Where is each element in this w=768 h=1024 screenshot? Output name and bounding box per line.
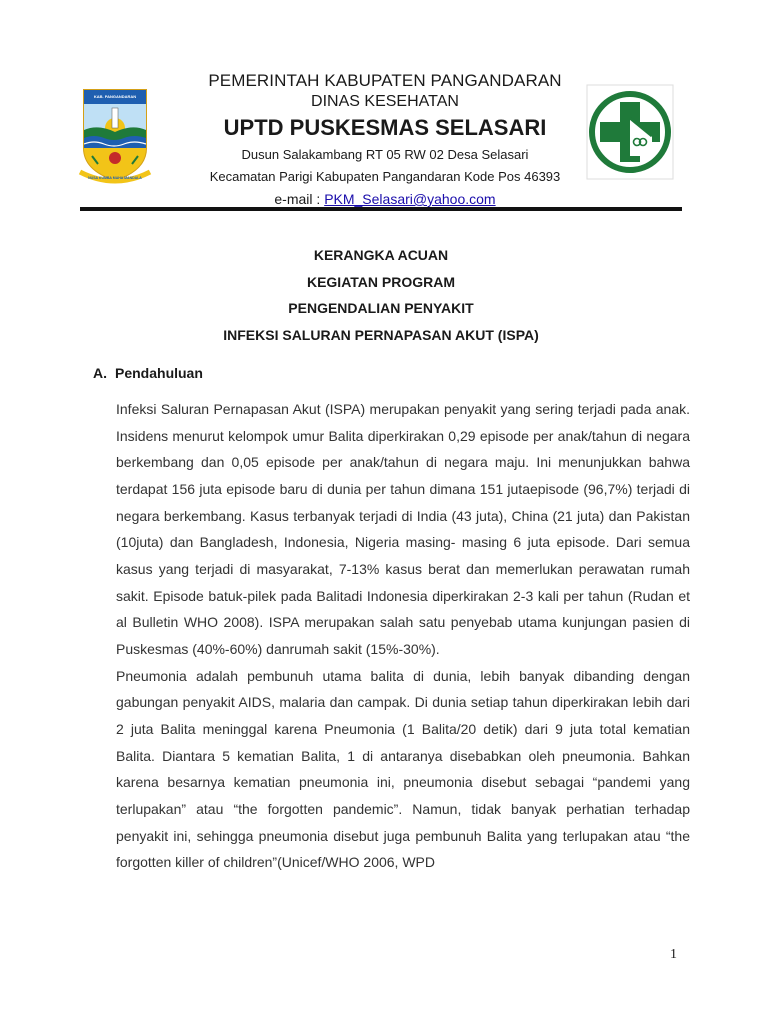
section-heading — [93, 362, 203, 384]
letterhead-divider — [80, 207, 682, 211]
letterhead-institution: UPTD PUSKESMAS SELASARI — [223, 115, 547, 140]
section-title: Pendahuluan — [115, 365, 203, 381]
title-line-2: KEGIATAN PROGRAM — [306, 273, 456, 290]
letterhead-department: DINAS KESEHATAN — [311, 93, 459, 110]
email-label: e-mail : — [274, 191, 325, 207]
paragraph-1: Infeksi Saluran Pernapasan Akut (ISPA) merupakan penyakit yang sering terjadi pada anak. Insidens menurut kelompok umur Balita diperkirakan 0,29 episode per anak/tahun di negara berkembang dan 0,05 episode per anak/tahun di negara maju. Ini menunjukkan bahwa terdapat 156 juta episode baru di dunia per tahun dimana 151 jutaepisode (96,7%) terjadi di negara berkembang. Kasus terbanyak terjadi di India (43 juta), China (21 juta) dan Pakistan (10juta) dan Bangladesh, Indonesia, Nigeria masing- masing 6 juta episode. Dari semua kasus yang terjadi di masyarakat, 7-13% kasus berat dan memerlukan perawatan rumah sakit. Episode batuk-pilek pada Balitadi Indonesia diperkirakan 2-3 kali per tahun (Rudan et al Bulletin WHO 2008). ISPA merupakan salah satu penyebab utama kunjungan pasien di Puskesmas (40%-60%) danrumah sakit (15%-30%). — [116, 401, 690, 657]
title-line-3: PENGENDALIAN PENYAKIT — [288, 300, 474, 316]
letterhead-government: PEMERINTAH KABUPATEN PANGANDARAN — [208, 71, 562, 90]
title-line-1: KERANGKA ACUAN — [313, 247, 449, 263]
crest-bottom-text: NUSA KUMBA MAHA MANDALA — [88, 176, 142, 180]
paragraph-2: Pneumonia adalah pembunuh utama balita di dunia, lebih banyak dibanding dengan gabungan penyakit AIDS, malaria dan campak. Di dunia setiap tahun diperkirakan lebih dari 2 juta Balita meninggal karena Pneumonia (1 Balita/20 detik) dari 9 juta total kematian Balita. Diantara 5 kematian Balita, 1 di antaranya disebabkan oleh pneumonia. Bahkan karena besarnya kematian pneumonia ini, pneumonia disebut sebagai “pandemi yang terlupakan” atau “the forgotten pandemic”. Namun, tidak banyak perhatian terhadap penyakit ini, sehingga pneumonia disebut juga pembunuh Balita yang terlupakan atau “the forgotten killer of children”(Unicef/WHO 2006, WPD — [116, 667, 690, 871]
email-link[interactable]: PKM_Selasari@yahoo.com — [324, 191, 496, 207]
letterhead-address-line2: Kecamatan Parigi Kabupaten Pangandaran Kode Pos 46393 — [209, 169, 561, 184]
page-number: 1 — [670, 947, 677, 962]
section-body — [116, 396, 690, 876]
section-number: A. — [93, 365, 107, 381]
letterhead-address-line1: Dusun Salakambang RT 05 RW 02 Desa Selasari — [241, 147, 529, 162]
pangandaran-crest-logo — [78, 86, 152, 186]
document-title — [80, 242, 682, 348]
letterhead — [160, 70, 610, 210]
title-line-4: INFEKSI SALURAN PERNAPASAN AKUT (ISPA) — [223, 326, 539, 343]
crest-top-text: KAB. PANGANDARAN — [93, 94, 137, 99]
